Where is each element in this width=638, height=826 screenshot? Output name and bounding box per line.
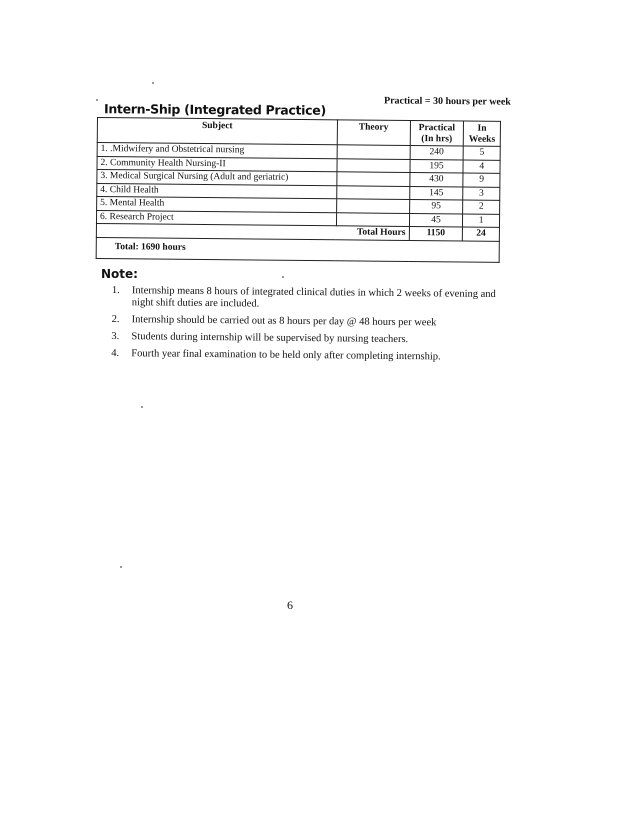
- grand-total-row: [96, 237, 499, 262]
- row-weeks: 2: [463, 200, 500, 214]
- scan-speck: [282, 276, 284, 278]
- row-practical: 195: [410, 159, 464, 173]
- row-weeks: 4: [463, 160, 500, 174]
- header-practical: [410, 121, 464, 147]
- header-theory: Theory: [337, 120, 410, 146]
- scan-speck: [96, 99, 98, 101]
- header-weeks-line2: Weeks: [468, 134, 496, 145]
- row-practical: 95: [409, 200, 463, 214]
- scan-speck: [152, 82, 154, 84]
- row-weeks: 9: [463, 173, 500, 187]
- table-header-row: [97, 118, 500, 147]
- header-practical-line1: Practical: [418, 123, 456, 134]
- row-practical: 430: [409, 173, 463, 187]
- row-subject: 3. Medical Surgical Nursing (Adult and geriatric): [97, 170, 337, 186]
- note-text: Fourth year final examination to be held only after completing internship.: [131, 348, 441, 363]
- list-item: [112, 314, 512, 330]
- row-theory: [337, 172, 410, 186]
- row-practical: 240: [410, 146, 464, 160]
- row-theory: [337, 145, 410, 159]
- header-subject: Subject: [97, 118, 337, 145]
- row-theory: [337, 185, 410, 199]
- row-subject: 5. Mental Health: [97, 197, 337, 213]
- row-theory: [337, 158, 410, 172]
- row-weeks: 3: [463, 187, 500, 201]
- row-weeks: 5: [463, 146, 500, 160]
- note-title: Note:: [101, 267, 138, 281]
- row-subject: 1. .Midwifery and Obstetrical nursing: [97, 143, 337, 159]
- list-item: [111, 348, 511, 364]
- header-weeks: [464, 121, 501, 146]
- note-text: Internship means 8 hours of integrated clinical duties in which 2 weeks of evening and night shift duties are included.: [131, 285, 496, 310]
- internship-table-container: [96, 117, 501, 269]
- row-weeks: 1: [463, 214, 500, 228]
- row-practical: 45: [409, 213, 463, 227]
- total-weeks: 24: [463, 227, 500, 241]
- note-text: Students during internship will be supervised by nursing teachers.: [131, 331, 409, 346]
- page-number: 6: [287, 598, 293, 612]
- grand-total: Total: 1690 hours: [96, 237, 499, 262]
- total-hours-label: Total Hours: [96, 223, 409, 239]
- scan-speck: [120, 566, 122, 568]
- row-subject: 4. Child Health: [97, 183, 337, 199]
- row-practical: 145: [409, 186, 463, 200]
- internship-table: [96, 117, 501, 262]
- header-practical-line2: (In hrs): [421, 133, 453, 144]
- practical-hours-note: Practical = 30 hours per week: [383, 95, 511, 108]
- list-item: [111, 331, 511, 347]
- section-title: Intern-Ship (Integrated Practice): [103, 101, 326, 118]
- row-theory: [336, 212, 409, 226]
- note-text: Internship should be carried out as 8 hours per day @ 48 hours per week: [131, 314, 437, 329]
- note-number: 1.: [111, 285, 120, 297]
- note-number: 3.: [111, 330, 120, 343]
- header-weeks-line1: In: [477, 123, 487, 134]
- row-subject: 6. Research Project: [96, 210, 336, 226]
- list-item: [112, 285, 512, 313]
- note-number: 4.: [111, 347, 120, 360]
- total-practical: 1150: [409, 227, 463, 241]
- row-theory: [336, 199, 409, 213]
- note-number: 2.: [111, 313, 120, 326]
- scan-speck: [141, 406, 143, 408]
- row-subject: 2. Community Health Nursing-II: [97, 156, 337, 172]
- notes-list: [111, 285, 512, 369]
